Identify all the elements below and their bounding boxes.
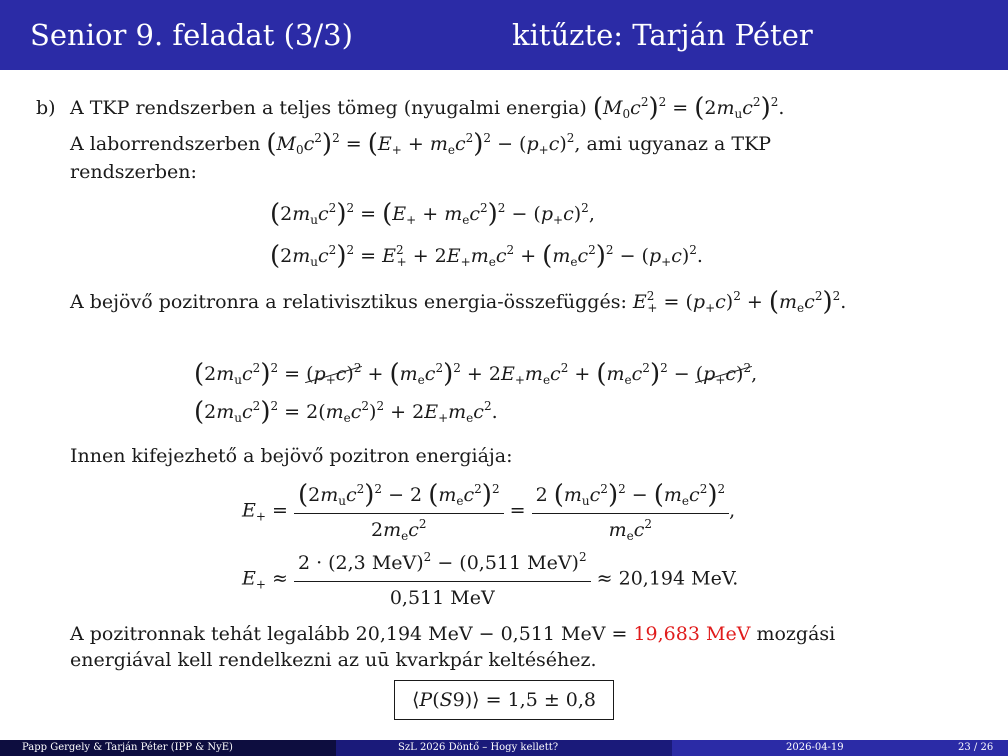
paragraph-text: , ami ugyanaz a TKP	[574, 133, 772, 155]
paragraph-line-1	[70, 93, 785, 123]
footer-meta-section	[672, 740, 1008, 756]
slide-title: Senior 9. feladat (3/3)	[30, 18, 353, 52]
paragraph-line-7: energiával kell rendelkezni az uū kvarkpár keltéséhez.	[70, 649, 597, 671]
highlight-value: 19,683 MeV	[633, 623, 751, 645]
inline-equation: $E^2_+ = (p_+c)^2 + (m_ec^2)^2$.	[632, 287, 847, 317]
paragraph-line-5: Innen kifejezhető a bejövő pozitron energiája:	[70, 445, 513, 467]
footer-authors-section	[0, 740, 336, 756]
paragraph-text: A bejövő pozitronra a relativisztikus energia-összefüggés:	[70, 291, 627, 313]
slide-author: kitűzte: Tarján Péter	[512, 18, 813, 52]
paragraph-line-6	[70, 622, 835, 646]
equation-fraction-2: $E_+$ ≈ $\frac{2 \cdot (2,3 MeV)^2 - (0,511 MeV)^2}{\text{0,511 MeV}}$ ≈ 20,194 MeV.	[242, 550, 739, 609]
paragraph-text: A pozitronnak tehát legalább 20,194 MeV − 0,511 MeV =	[70, 623, 628, 645]
item-label: b)	[36, 97, 56, 119]
footer-date: 2026-04-19	[786, 742, 844, 753]
paragraph-line-2	[70, 129, 772, 159]
equation-2: $(2m_uc^2)^2 = E^2_+ + 2E_+m_ec^2 + (m_ec^2)^2 - (p_+c)^2$.	[270, 241, 703, 271]
fraction: $\frac{2 (m_uc^2)^2 - (m_ec^2)^2}{m_ec^2}$	[532, 480, 730, 543]
fraction: $\frac{(2m_uc^2)^2 - 2 (m_ec^2)^2}{2m_ec^2}$	[294, 480, 504, 543]
fraction: $\frac{2 \cdot (2,3 MeV)^2 - (0,511 MeV)^2}{\text{0,511 MeV}}$	[294, 548, 591, 611]
paragraph-text: A laborrendszerben	[70, 133, 261, 155]
result-value: ≈ 20,194 MeV.	[596, 567, 739, 590]
equation-fraction-1: $E_+$ = $\frac{(2m_uc^2)^2 - 2 (m_ec^2)^2}{2m_ec^2}$ = $\frac{2 (m_uc^2)^2 - (m_ec^2)^2}{m_ec^2}$ ,	[242, 480, 736, 543]
paragraph-line-3: rendszerben:	[70, 161, 197, 183]
slide-footer	[0, 740, 1008, 756]
inline-equation: $(M_0c^2)^2 = (2m_uc^2)^2$.	[592, 93, 785, 123]
footer-page-number: 23 / 26	[958, 742, 994, 753]
boxed-score: ⟨P(S9)⟩ = 1,5 ± 0,8	[394, 680, 614, 720]
equation-1: $(2m_uc^2)^2 = (E_+ + m_ec^2)^2 - (p_+c)^2$,	[270, 199, 595, 229]
equation-3: $(2m_uc^2)^2 = (p_+c)^2 + (m_ec^2)^2 + 2E_+m_ec^2 + (m_ec^2)^2 - (p_+c)^2$,	[194, 359, 758, 389]
paragraph-line-4	[70, 287, 847, 317]
inline-equation: $(M_0c^2)^2 = (E_+ + m_ec^2)^2 - (p_+c)^2$	[266, 129, 575, 159]
footer-event: SzL 2026 Döntő – Hogy kellett?	[398, 742, 559, 753]
footer-authors: Papp Gergely & Tarján Péter (IPP & NyE)	[22, 742, 233, 753]
footer-event-section	[336, 740, 672, 756]
paragraph-text: mozgási	[756, 623, 836, 645]
equation-4: $(2m_uc^2)^2 = 2(m_ec^2)^2 + 2E_+m_ec^2$.	[194, 397, 498, 427]
paragraph-text: A TKP rendszerben a teljes tömeg (nyugalmi energia)	[70, 97, 587, 119]
